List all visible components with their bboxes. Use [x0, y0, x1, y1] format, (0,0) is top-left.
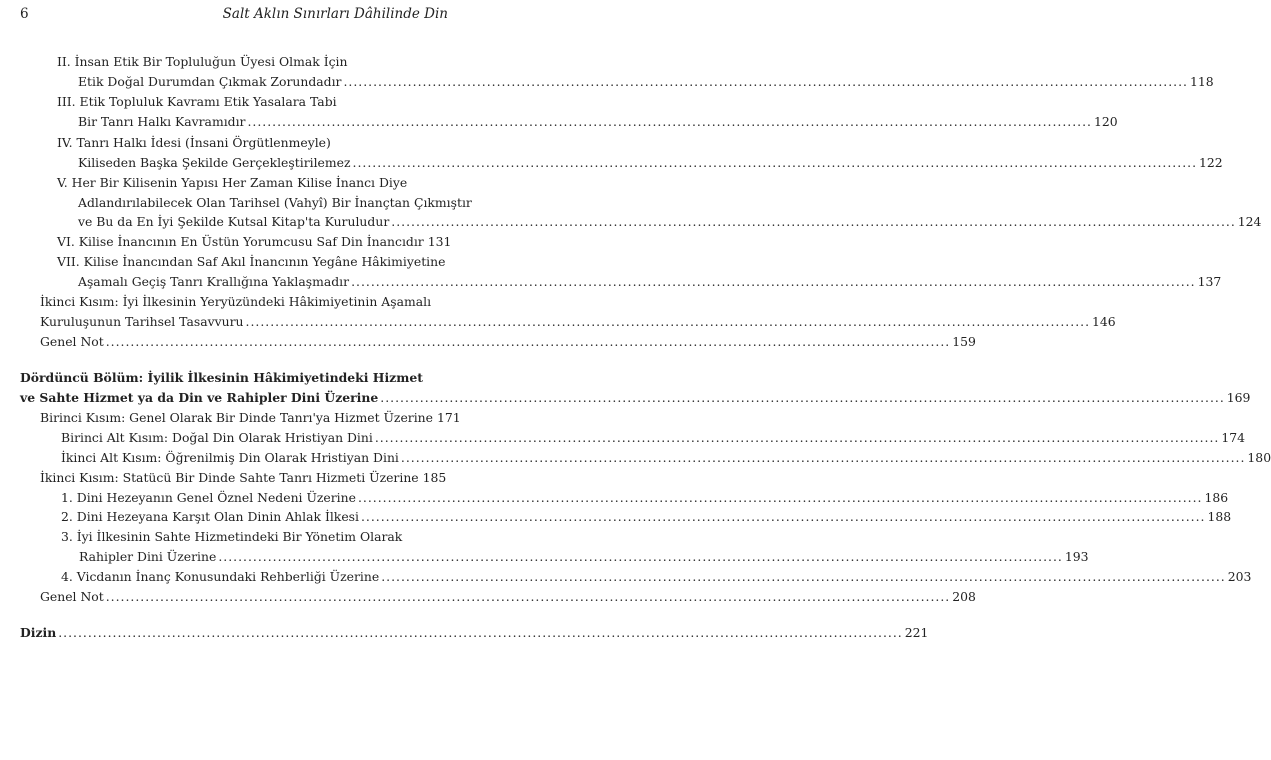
toc-entry-title: Etik Doğal Durumdan Çıkmak Zorundadır	[78, 74, 342, 89]
toc-entry-title: Aşamalı Geçiş Tanrı Krallığına Yaklaşmadır	[78, 274, 350, 289]
toc-entry-title: Dizin	[20, 625, 57, 640]
toc-entry	[61, 489, 1229, 507]
toc-entry-page: 180	[1247, 450, 1271, 465]
toc-leader-dots	[353, 154, 1198, 172]
toc-entry-title: VII. Kilise İnancından Saf Akıl İnancının Yegâne Hâkimiyetine	[57, 254, 446, 269]
page-number: 6	[20, 6, 29, 22]
toc-entry-page: 185	[422, 470, 447, 485]
toc-entry	[57, 233, 452, 251]
toc-leader-dots	[343, 73, 1188, 91]
toc-entry	[57, 174, 441, 192]
toc-section-heading	[20, 389, 1251, 407]
toc-entry-title: IV. Tanrı Halkı İdesi (İnsani Örgütlenmeyle)	[57, 135, 331, 150]
toc-entry-page: 193	[1064, 549, 1089, 564]
toc-leader-dots	[380, 389, 1225, 407]
toc-entry	[78, 154, 1223, 172]
toc-entry-title: II. İnsan Etik Bir Topluluğun Üyesi Olmak İçin	[57, 54, 348, 69]
toc-entry-page: 120	[1094, 114, 1118, 129]
toc-entry-page: 159	[952, 334, 976, 349]
toc-entry-title: Dördüncü Bölüm: İyilik İlkesinin Hâkimiyetindeki Hizmet	[20, 370, 423, 385]
toc-entry-title: 1. Dini Hezeyanın Genel Öznel Nedeni Üzerine	[61, 490, 356, 505]
toc-entry-title: VI. Kilise İnancının En Üstün Yorumcusu Saf Din İnancıdır	[57, 234, 424, 249]
toc-entry-page: 124	[1237, 214, 1262, 229]
toc-leader-dots	[381, 568, 1226, 586]
toc-entry-title: ve Bu da En İyi Şekilde Kutsal Kitap'ta Kuruludur	[78, 214, 390, 229]
toc-entry	[40, 333, 976, 351]
toc-entry	[57, 53, 441, 71]
toc-leader-dots	[391, 213, 1236, 231]
toc-entry	[57, 253, 446, 271]
toc-entry-page: 122	[1199, 155, 1223, 170]
toc-entry	[40, 313, 1116, 331]
toc-entry-page: 146	[1092, 314, 1116, 329]
toc-entry-page: 188	[1207, 509, 1232, 524]
toc-entry	[78, 73, 1214, 91]
toc-entry-page: 137	[1197, 274, 1222, 289]
toc-entry-title: Kuruluşunun Tarihsel Tasavvuru	[40, 314, 244, 329]
toc-leader-dots	[58, 624, 903, 642]
toc-entry	[40, 588, 976, 606]
toc-section-heading	[20, 369, 441, 387]
running-header-title: Salt Aklın Sınırları Dâhilinde Din	[222, 6, 448, 22]
toc-entry	[78, 273, 1222, 291]
toc-entry-title: Rahipler Dini Üzerine	[79, 549, 217, 564]
toc-entry-title: İkinci Alt Kısım: Öğrenilmiş Din Olarak Hristiyan Dini	[61, 450, 399, 465]
toc-leader-dots	[247, 113, 1092, 131]
toc-leader-dots	[106, 333, 951, 351]
toc-entry-title: Birinci Alt Kısım: Doğal Din Olarak Hristiyan Dini	[61, 430, 373, 445]
toc-entry-page: 131	[427, 234, 452, 249]
toc-entry	[61, 429, 1246, 447]
toc-entry-page: 171	[437, 410, 461, 425]
toc-entry-title: V. Her Bir Kilisenin Yapısı Her Zaman Kilise İnancı Diye	[57, 175, 408, 190]
toc-entry-title: Genel Not	[40, 334, 104, 349]
toc-leader-dots	[401, 449, 1246, 467]
toc-entry	[57, 134, 441, 152]
toc-leader-dots	[375, 429, 1220, 447]
toc-entry	[61, 449, 1271, 467]
toc-entry-page: 186	[1204, 490, 1229, 505]
toc-entry-title: III. Etik Topluluk Kavramı Etik Yasalara Tabi	[57, 94, 337, 109]
toc-entry-title: Adlandırılabilecek Olan Tarihsel (Vahyî) Bir İnançtan Çıkmıştır	[78, 195, 472, 210]
toc-entry-page: 118	[1190, 74, 1214, 89]
toc-leader-dots	[361, 508, 1206, 526]
toc-entry	[61, 568, 1252, 586]
toc-entry	[40, 293, 441, 311]
toc-entry-page: 174	[1221, 430, 1246, 445]
toc-entry-title: Birinci Kısım: Genel Olarak Bir Dinde Tanrı'ya Hizmet Üzerine	[40, 410, 433, 425]
toc-entry	[78, 194, 472, 212]
toc-entry	[78, 213, 1262, 231]
toc-leader-dots	[358, 489, 1203, 507]
toc-leader-dots	[106, 588, 951, 606]
toc-leader-dots	[351, 273, 1196, 291]
toc-entry-title: Kiliseden Başka Şekilde Gerçekleştirilemez	[78, 155, 351, 170]
toc-entry-title: İkinci Kısım: İyi İlkesinin Yeryüzündeki Hâkimiyetinin Aşamalı	[40, 294, 432, 309]
toc-entry	[57, 93, 441, 111]
toc-entry-title: İkinci Kısım: Statücü Bir Dinde Sahte Tanrı Hizmeti Üzerine	[40, 470, 419, 485]
toc-entry-title: Bir Tanrı Halkı Kavramıdır	[78, 114, 246, 129]
toc-entry-title: 4. Vicdanın İnanç Konusundaki Rehberliği Üzerine	[61, 569, 380, 584]
toc-entry	[78, 113, 1118, 131]
toc-entry-page: 203	[1227, 569, 1252, 584]
toc-entry	[79, 548, 1089, 566]
toc-entry-title: ve Sahte Hizmet ya da Din ve Rahipler Dini Üzerine	[20, 390, 379, 405]
toc-entry	[40, 409, 461, 427]
toc-leader-dots	[246, 313, 1091, 331]
toc-leader-dots	[218, 548, 1063, 566]
toc-entry-title: 2. Dini Hezeyana Karşıt Olan Dinin Ahlak İlkesi	[61, 509, 359, 524]
toc-entry	[61, 528, 441, 546]
toc-entry-page: 221	[904, 625, 929, 640]
toc-entry-title: 3. İyi İlkesinin Sahte Hizmetindeki Bir Yönetim Olarak	[61, 529, 403, 544]
toc-index-entry	[20, 624, 929, 642]
toc-entry	[40, 469, 447, 487]
toc-entry-title: Genel Not	[40, 589, 104, 604]
toc-entry	[61, 508, 1232, 526]
toc-entry-page: 208	[952, 589, 976, 604]
toc-entry-page: 169	[1226, 390, 1251, 405]
